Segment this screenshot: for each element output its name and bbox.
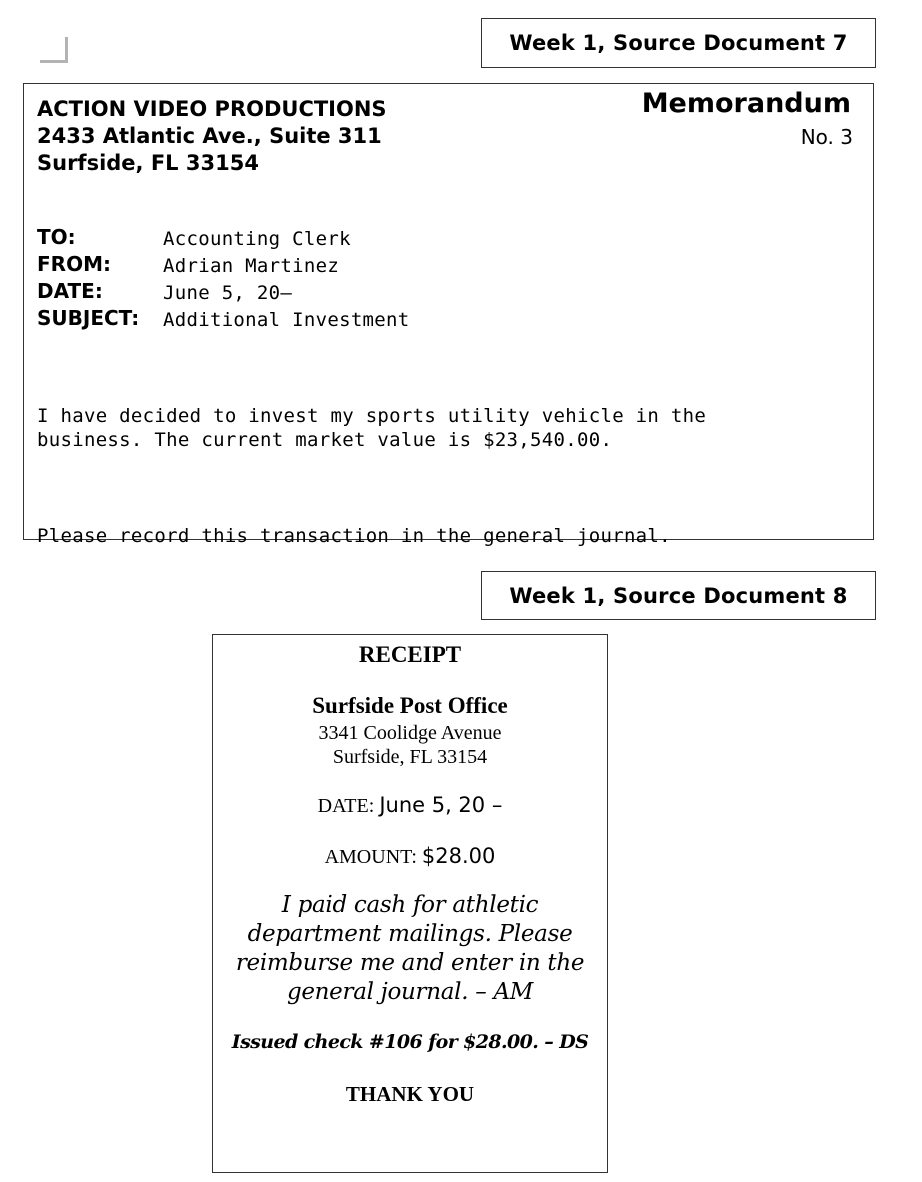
receipt-title: RECEIPT [358, 642, 462, 667]
receipt-date-label: DATE: [317, 795, 375, 817]
receipt-address [213, 721, 607, 769]
memo-paragraph-1 [37, 404, 706, 452]
receipt-amount-value: $28.00 [421, 844, 496, 868]
receipt-note-line-2: department mailings. Please [247, 921, 573, 947]
from-value: Adrian Martinez [163, 255, 340, 277]
corner-crop-mark [40, 37, 68, 63]
receipt-handwritten-note [221, 891, 599, 1007]
source-document-7-label [481, 18, 876, 68]
receipt-note-line-1: I paid cash for athletic [281, 892, 539, 918]
receipt-issued-check-note: Issued check #106 for $28.00. – DS [231, 1031, 589, 1053]
receipt-date-value: June 5, 20 – [379, 793, 503, 817]
subject-label: SUBJECT: [37, 306, 140, 330]
receipt-date [213, 793, 607, 818]
receipt-address-line2: Surfside, FL 33154 [332, 746, 488, 768]
from-label: FROM: [37, 252, 111, 276]
memo-title: Memorandum [641, 88, 851, 119]
company-address-line2: Surfside, FL 33154 [37, 151, 259, 175]
memo-number: No. 3 [800, 125, 853, 149]
company-address-line1: 2433 Atlantic Ave., Suite 311 [37, 124, 382, 148]
receipt-note-line-4: general journal. – AM [286, 979, 534, 1005]
receipt-amount [213, 844, 607, 869]
date-value: June 5, 20— [163, 282, 293, 304]
receipt-amount-label: AMOUNT: [324, 846, 417, 868]
memo-paragraph-2: Please record this transaction in the general journal. [37, 525, 671, 547]
to-label: TO: [37, 225, 76, 249]
to-value: Accounting Clerk [163, 228, 351, 250]
memo-paragraph-1-line-2: business. The current market value is $23,540.00. [37, 429, 613, 451]
company-header [37, 96, 387, 177]
company-name: ACTION VIDEO PRODUCTIONS [37, 97, 387, 121]
memorandum [23, 83, 874, 547]
source-document-7-label-text: Week 1, Source Document 7 [509, 31, 848, 55]
receipt-address-line1: 3341 Coolidge Avenue [318, 722, 502, 744]
memo-paragraph-1-line-1: I have decided to invest my sports utility vehicle in the [37, 405, 707, 427]
date-label: DATE: [37, 279, 103, 303]
source-document-8-label [481, 571, 876, 620]
receipt-thank-you: THANK YOU [345, 1082, 475, 1106]
subject-value: Additional Investment [163, 309, 410, 331]
receipt-note-line-3: reimburse me and enter in the [235, 950, 585, 976]
receipt-store-name: Surfside Post Office [312, 693, 508, 718]
receipt [212, 634, 608, 1173]
source-document-8-label-text: Week 1, Source Document 8 [509, 583, 848, 608]
